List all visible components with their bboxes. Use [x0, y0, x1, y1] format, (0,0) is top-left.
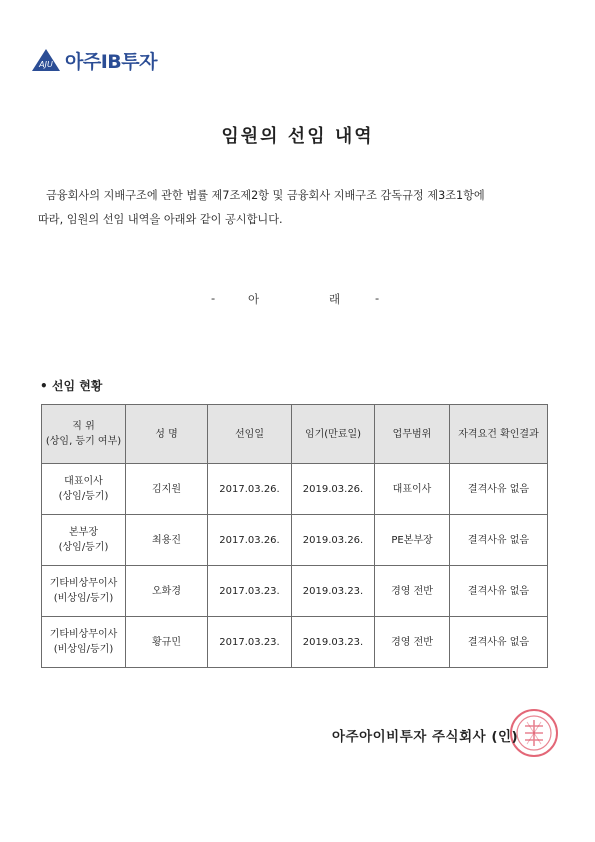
ara-char-a: 아 — [248, 292, 260, 306]
ara-dash-right: - — [375, 291, 380, 305]
cell-position: 대표이사 (상임/등기) — [42, 464, 126, 515]
ara-char-rae: 래 — [329, 292, 341, 306]
ara-dash-left: - — [211, 291, 216, 305]
svg-text:AJU: AJU — [39, 60, 53, 69]
cell-term: 2019.03.23. — [292, 566, 375, 617]
cell-term: 2019.03.26. — [292, 515, 375, 566]
table-row — [42, 464, 548, 515]
table-row — [42, 515, 548, 566]
cell-qualification: 결격사유 없음 — [450, 464, 548, 515]
company-signature: 아주아이비투자 주식회사 (인) — [332, 729, 519, 745]
cell-position: 기타비상무이사 (비상임/등기) — [42, 566, 126, 617]
header-position: 직 위 (상임, 등기 여부) — [42, 405, 126, 464]
intro-line-2: 따라, 임원의 선임 내역을 아래와 같이 공시합니다. — [38, 213, 283, 226]
cell-appointed: 2017.03.23. — [208, 617, 292, 668]
cell-name: 황규민 — [126, 617, 208, 668]
cell-term: 2019.03.26. — [292, 464, 375, 515]
cell-duty: 대표이사 — [375, 464, 450, 515]
table-header-row — [42, 405, 548, 464]
intro-paragraph — [38, 184, 558, 232]
logo-text: 아주IB투자 — [65, 50, 157, 73]
cell-name: 김지원 — [126, 464, 208, 515]
cell-position: 기타비상무이사 (비상임/등기) — [42, 617, 126, 668]
cell-duty: 경영 전반 — [375, 566, 450, 617]
cell-appointed: 2017.03.26. — [208, 464, 292, 515]
header-qualification: 자격요건 확인결과 — [450, 405, 548, 464]
cell-appointed: 2017.03.23. — [208, 566, 292, 617]
header-name: 성 명 — [126, 405, 208, 464]
cell-term: 2019.03.23. — [292, 617, 375, 668]
document-title: 임원의 선임 내역 — [221, 126, 374, 147]
intro-line-1: 금융회사의 지배구조에 관한 법률 제7조제2항 및 금융회사 지배구조 감독규정 제3조1항에 — [46, 189, 485, 202]
header-term: 임기(만료일) — [292, 405, 375, 464]
cell-qualification: 결격사유 없음 — [450, 566, 548, 617]
header-appointed: 선임일 — [208, 405, 292, 464]
cell-duty: PE본부장 — [375, 515, 450, 566]
logo-mark-icon — [30, 47, 62, 73]
cell-qualification: 결격사유 없음 — [450, 617, 548, 668]
cell-duty: 경영 전반 — [375, 617, 450, 668]
cell-name: 오화경 — [126, 566, 208, 617]
cell-name: 최용진 — [126, 515, 208, 566]
executive-table — [41, 404, 548, 668]
cell-appointed: 2017.03.26. — [208, 515, 292, 566]
table-row — [42, 566, 548, 617]
header-duty: 업무범위 — [375, 405, 450, 464]
cell-qualification: 결격사유 없음 — [450, 515, 548, 566]
cell-position: 본부장 (상임/등기) — [42, 515, 126, 566]
table-row — [42, 617, 548, 668]
section-label: • 선임 현황 — [40, 379, 103, 393]
company-logo — [30, 47, 157, 73]
